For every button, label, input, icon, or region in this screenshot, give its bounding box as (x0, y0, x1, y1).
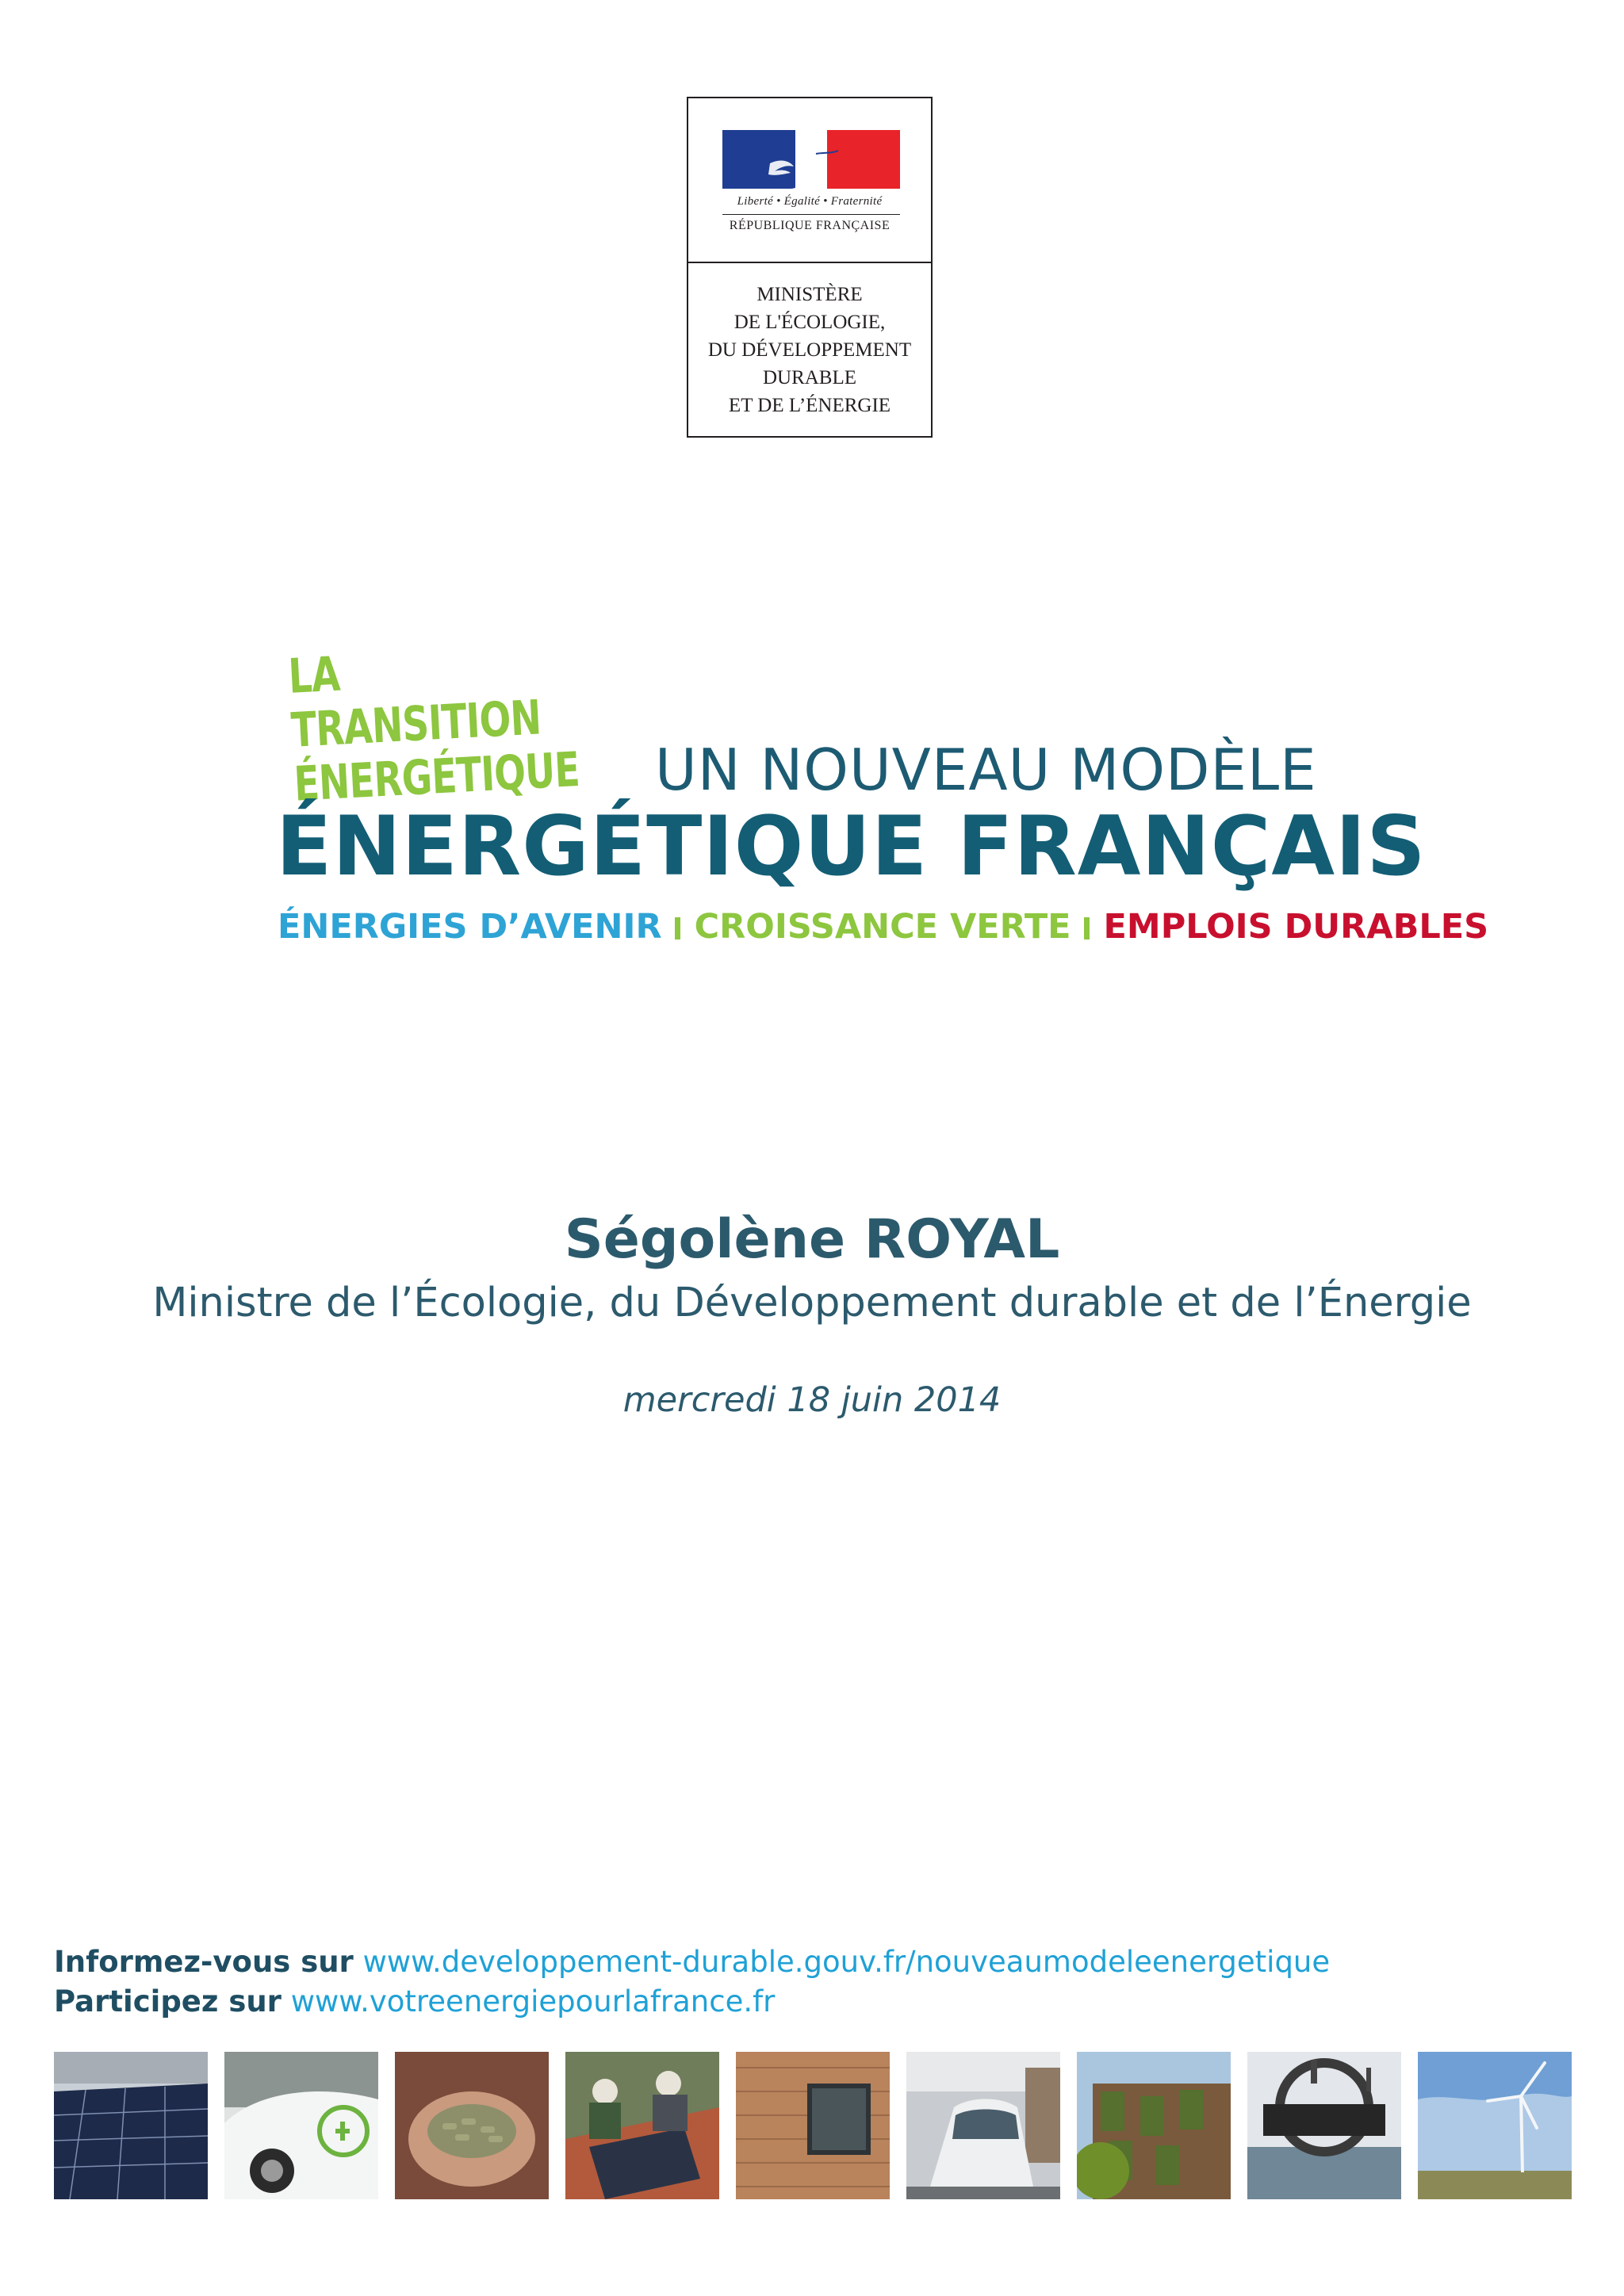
wooden-facade-photo (736, 2052, 890, 2199)
wind-turbine-photo (1418, 2052, 1572, 2199)
tramway-photo (906, 2052, 1060, 2199)
tidal-turbine-photo (1247, 2052, 1401, 2199)
motto: Liberté • Égalité • Fraternité (737, 195, 883, 208)
electric-car-photo (224, 2052, 378, 2199)
transition-line: LA TRANSITION (286, 646, 542, 759)
marianne-flag-icon (722, 130, 900, 189)
tagline-energies: ÉNERGIES D’AVENIR (278, 907, 662, 947)
tagline-separator (1084, 917, 1090, 939)
ministry-line: DU DÉVELOPPEMENT (707, 339, 912, 361)
inform-label: Informez-vous sur (54, 1945, 354, 1979)
ministry-name (688, 281, 931, 419)
event-date: mercredi 18 juin 2014 (622, 1380, 1002, 1420)
tagline-separator (675, 917, 680, 939)
republic-logo (688, 98, 931, 263)
taglines (278, 907, 1489, 947)
wood-pellets-photo (395, 2052, 549, 2199)
headline-line-1: UN NOUVEAU MODÈLE (655, 737, 1317, 803)
participate-line (54, 1984, 1561, 2020)
ministry-line: ET DE L’ÉNERGIE (728, 395, 891, 416)
roof-workers-photo (565, 2052, 719, 2199)
transition-tag (286, 637, 581, 813)
participate-link[interactable]: www.votreenergiepourlafrance.fr (290, 1984, 776, 2019)
ministry-line: DURABLE (762, 367, 857, 388)
tagline-growth: CROISSANCE VERTE (694, 907, 1071, 947)
republic-label: RÉPUBLIQUE FRANÇAISE (729, 219, 891, 232)
ministry-line: MINISTÈRE (756, 284, 863, 305)
motto-divider (722, 214, 900, 215)
headline-line-2: ÉNERGÉTIQUE FRANÇAIS (276, 799, 1427, 894)
participate-label: Participez sur (54, 1984, 282, 2019)
inform-link[interactable]: www.developpement-durable.gouv.fr/nouveaumodeleenergetique (362, 1945, 1331, 1979)
photo-strip (54, 2052, 1572, 2199)
speaker-role: Ministre de l’Écologie, du Développement durable et de l’Énergie (152, 1280, 1472, 1326)
speaker-name: Ségolène ROYAL (564, 1208, 1060, 1271)
ministry-logo (687, 97, 933, 438)
tagline-jobs: EMPLOIS DURABLES (1103, 907, 1489, 947)
ministry-line: DE L'ÉCOLOGIE, (733, 312, 886, 333)
green-building-photo (1077, 2052, 1231, 2199)
transition-line: ÉNERGÉTIQUE (293, 741, 581, 813)
solar-panels-photo (54, 2052, 208, 2199)
inform-line (54, 1944, 1561, 1980)
